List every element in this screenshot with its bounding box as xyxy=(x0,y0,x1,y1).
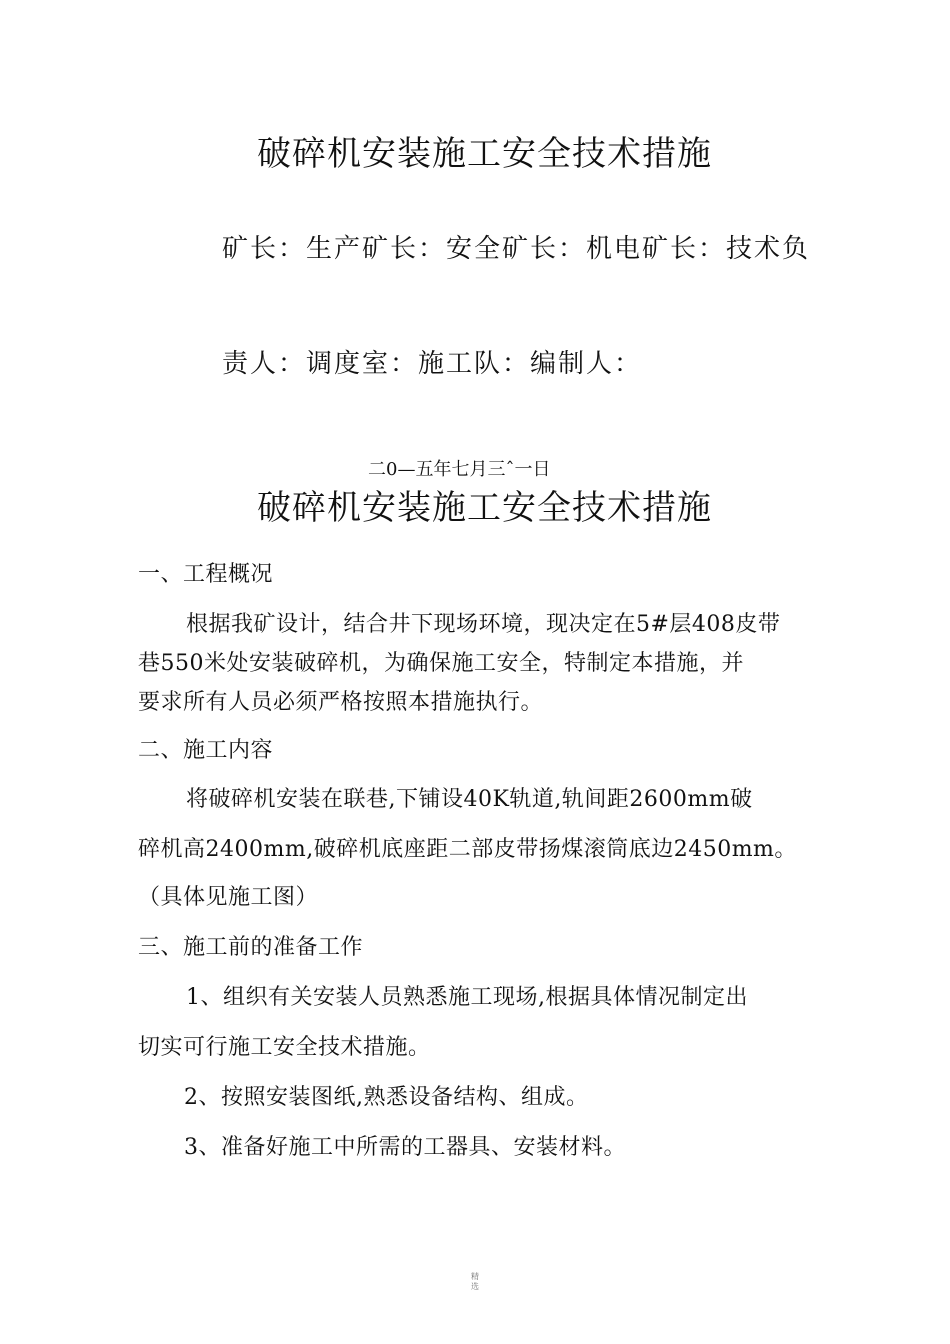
paragraph-line: （具体见施工图） xyxy=(138,885,319,910)
page-footer xyxy=(470,1272,480,1292)
paragraph-line: 1、组织有关安装人员熟悉施工现场,根据具体情况制定出 xyxy=(186,985,748,1010)
paragraph-line: 切实可行施工安全技术措施。 xyxy=(138,1035,431,1060)
section-heading: 三、施工前的准备工作 xyxy=(138,935,364,960)
paragraph-line: 根据我矿设计，结合井下现场环境，现决定在5#层408皮带 xyxy=(186,612,781,637)
paragraph-line: 将破碎机安装在联巷,下铺设40K轨道,轨间距2600mm破 xyxy=(186,787,753,812)
paragraph-line: 2、按照安装图纸,熟悉设备结构、组成。 xyxy=(184,1085,589,1110)
document-title: 破碎机安装施工安全技术措施 xyxy=(257,134,712,174)
paragraph-line: 巷550米处安装破碎机，为确保施工安全，特制定本措施，并 xyxy=(138,651,744,676)
document-title-repeat: 破碎机安装施工安全技术措施 xyxy=(257,488,712,528)
document-date: 二0—五年七月三ˆ一日 xyxy=(368,459,551,480)
footer-char: 精 xyxy=(471,1272,479,1281)
footer-char: 选 xyxy=(471,1282,479,1291)
section-heading: 一、工程概况 xyxy=(138,562,274,587)
paragraph-line: 碎机高2400mm,破碎机底座距二部皮带扬煤滚筒底边2450mm。 xyxy=(138,837,797,862)
paragraph-line: 3、准备好施工中所需的工器具、安装材料。 xyxy=(184,1135,626,1160)
section-heading: 二、施工内容 xyxy=(138,738,274,763)
paragraph-line: 要求所有人员必须严格按照本措施执行。 xyxy=(138,690,544,715)
signoff-line: 矿长：生产矿长：安全矿长：机电矿长：技术负 xyxy=(222,234,811,264)
signoff-line: 责人：调度室：施工队：编制人： xyxy=(222,349,643,379)
